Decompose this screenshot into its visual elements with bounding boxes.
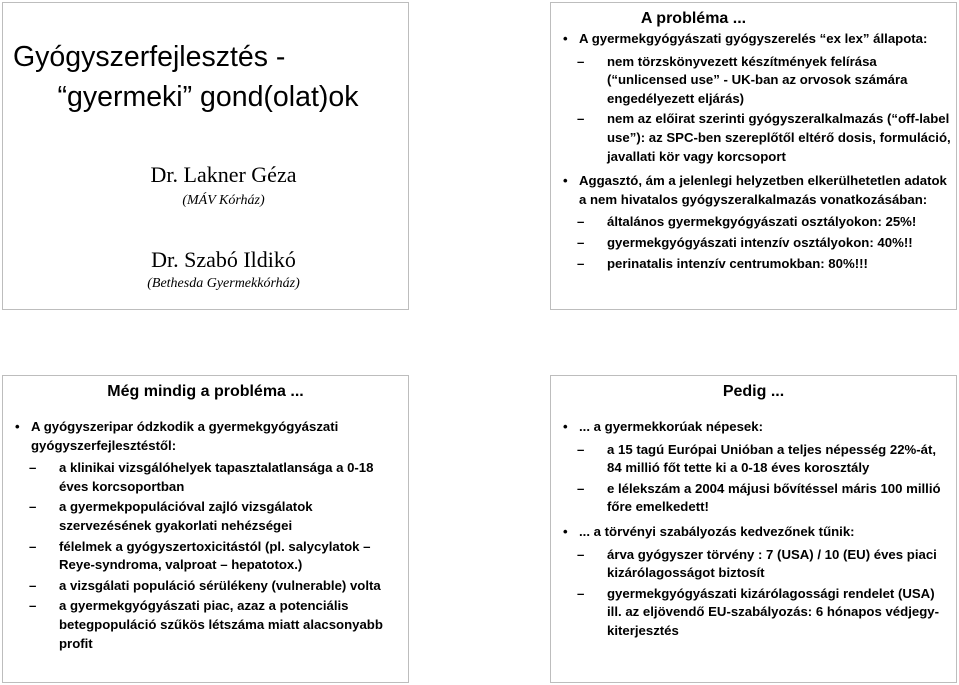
bullet [563,30,951,49]
dash-icon: – [577,585,585,601]
sub-bullet-text: a gyermekgyógyászati piac, azaz a potenciális betegpopuláció szűkös létszáma miatt alacsonyabb profit [59,598,383,651]
slide-body [563,30,951,275]
bullet-text: A gyógyszeripar ódzkodik a gyermekgyógyászati gyógyszerfejlesztéstől: [31,419,339,453]
dash-icon: – [29,499,37,515]
author-1: Dr. Lakner Géza [150,162,297,187]
title-line-1: Gyógyszerfejlesztés - [13,41,286,73]
slide-still-problem [2,375,409,683]
sub-bullet [563,441,949,478]
slide-body [15,418,395,655]
slide-title-text: Még mindig a probléma ... [107,383,304,400]
sub-bullet [563,234,951,253]
bullet [15,418,395,455]
sub-bullet [563,546,949,583]
sub-bullet-text: a vizsgálati populáció sérülékeny (vulnerable) volta [59,577,381,593]
bullet-text: A gyermekgyógyászati gyógyszerelés “ex lex” állapota: [579,31,928,46]
slide-title-text: Pedig ... [722,383,785,400]
sub-bullet-text: félelmek a gyógyszertoxicitástól (pl. salycylatok – Reye-syndroma, valproat – hepatotox.) [59,538,371,573]
dash-icon: – [577,214,585,230]
sub-bullet-text: nem törzskönyvezett készítmények felírása (“unlicensed use” - UK-ban az orvosok számára engedélyezett eljárás) [607,53,908,106]
dash-icon: – [577,234,585,250]
sub-bullet [563,53,951,109]
dash-icon: – [577,441,585,457]
title-line-2: “gyermeki” gond(olat)ok [57,81,359,113]
bullet-dot-icon: • [563,523,568,539]
sub-bullet-text: a 15 tagú Európai Unióban a teljes népesség 22%-át, 84 millió főt tette ki a 0-18 éves korosztály [607,441,937,476]
dash-icon: – [29,538,37,554]
bullet [563,418,949,437]
sub-bullet [15,577,395,596]
sub-bullet-text: perinatalis intenzív centrumokban: 80%!!! [607,255,868,271]
bullet [563,523,949,542]
slide-however [550,375,957,683]
bullet-dot-icon: • [563,419,568,434]
sub-bullet-text: általános gyermekgyógyászati osztályokon: 25%! [607,214,917,230]
sub-bullet [563,213,951,232]
sub-bullet [15,538,395,575]
author-2: Dr. Szabó Ildikó [151,247,296,272]
affiliation-2: (Bethesda Gyermekkórház) [147,276,300,291]
slide-title-text: A probléma ... [640,10,747,27]
dash-icon: – [29,598,37,614]
sub-bullet-text: gyermekgyógyászati kizárólagossági rendelet (USA) ill. az eljövendő EU-szabályozás: 6 hónapos védjegy-kiterjesztés [607,585,939,638]
sub-bullet-text: e lélekszám a 2004 májusi bővítéssel máris 100 millió főre emelkedett! [607,480,941,515]
bullet-dot-icon: • [15,419,20,434]
slide-problem [550,2,957,310]
bullet-dot-icon: • [563,31,568,46]
slide-body [563,418,949,643]
bullet-text: Aggasztó, ám a jelenlegi helyzetben elkerülhetetlen adatok a nem hivatalos gyógyszeralkalmazás vonatkozásában: [579,173,947,207]
sub-bullet [15,459,395,496]
affiliation-1: (MÁV Kórház) [182,193,265,208]
sub-bullet [563,585,949,641]
bullet-text: ... a gyermekkorúak népesek: [579,419,763,434]
sub-bullet [563,255,951,274]
dash-icon: – [29,577,37,593]
sub-bullet-text: árva gyógyszer törvény : 7 (USA) / 10 (EU) éves piaci kizárólagosságot biztosít [607,546,937,581]
dash-icon: – [29,460,37,476]
sub-bullet-text: a gyermekpopulációval zajló vizsgálatok szervezésének gyakorlati nehézségei [59,499,313,533]
sub-bullet-text: a klinikai vizsgálóhelyek tapasztalatlansága a 0-18 éves korcsoportban [59,460,374,494]
sub-bullet [563,480,949,517]
dash-icon: – [577,111,585,127]
slide-title [2,2,409,310]
dash-icon: – [577,53,585,69]
sub-bullet-text: gyermekgyógyászati intenzív osztályokon: 40%!! [607,234,913,250]
bullet-text: ... a törvényi szabályozás kedvezőnek tűnik: [579,523,855,539]
bullet-dot-icon: • [563,173,568,189]
bullet [563,172,951,209]
dash-icon: – [577,255,585,271]
sub-bullet [563,110,951,166]
dash-icon: – [577,546,585,562]
sub-bullet [15,597,395,653]
dash-icon: – [577,480,585,496]
sub-bullet-text: nem az előirat szerinti gyógyszeralkalmazás (“off-label use”): az SPC-ben szereplőtől eltérő dosis, formuláció, javallati kör vagy korcsoport [607,111,951,164]
sub-bullet [15,498,395,535]
presentation-title [13,37,403,117]
